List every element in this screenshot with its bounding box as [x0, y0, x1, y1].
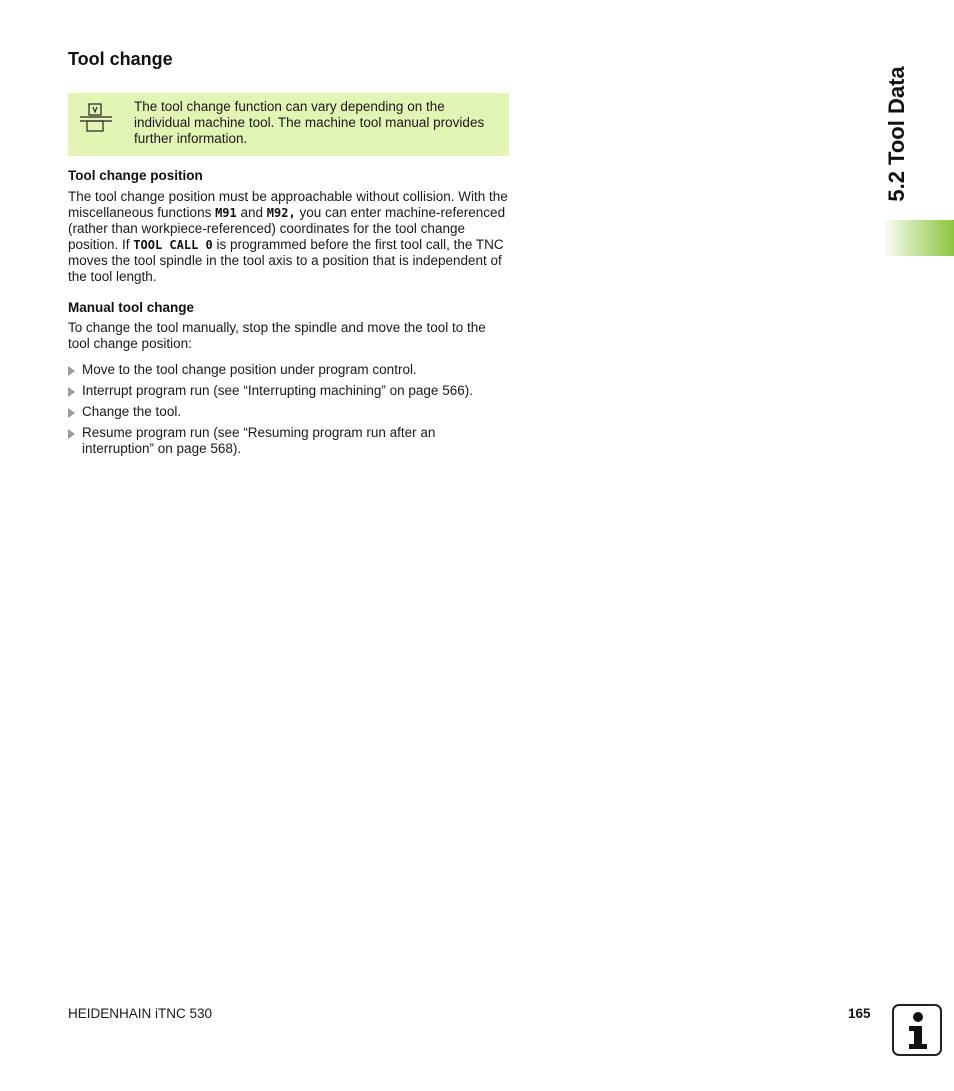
note-box — [68, 93, 509, 156]
list-item — [68, 425, 510, 457]
code-m92: M92, — [266, 206, 296, 220]
step-text: Move to the tool change position under program control. — [82, 362, 417, 377]
footer-product-name: HEIDENHAIN iTNC 530 — [68, 1006, 213, 1021]
info-icon[interactable] — [892, 1004, 942, 1056]
tool-change-position-paragraph — [68, 189, 510, 285]
triangle-right-icon — [68, 366, 75, 376]
step-list — [68, 362, 510, 462]
machine-tool-icon — [80, 103, 112, 133]
chapter-side-title: 5.2 Tool Data — [884, 66, 909, 202]
step-text: Change the tool. — [82, 404, 182, 419]
list-item — [68, 362, 510, 378]
list-item — [68, 383, 510, 399]
code-m91: M91 — [215, 206, 237, 220]
triangle-right-icon — [68, 429, 75, 439]
paragraph-text: and — [236, 205, 267, 220]
paragraph-text: you can enter machine-referenced (rather than workpiece-referenced) coordinates for the tool change position. If — [68, 205, 506, 252]
tool-change-position-heading: Tool change position — [68, 168, 203, 183]
paragraph-text: is programmed before the first tool call, the TNC moves the tool spindle in the tool axis to a position that is independent of the tool length. — [68, 237, 504, 284]
step-text: Interrupt program run (see “Interrupting machining” on page 566). — [82, 383, 473, 398]
page-number: 165 — [848, 1006, 871, 1021]
list-item — [68, 404, 510, 420]
paragraph-text: The tool change position must be approachable without collision. With the miscellaneous functions — [68, 189, 508, 220]
note-text: The tool change function can vary depending on the individual machine tool. The machine tool manual provides further information. — [134, 99, 485, 146]
triangle-right-icon — [68, 387, 75, 397]
section-title: Tool change — [68, 49, 173, 69]
code-tool-call: TOOL CALL 0 — [133, 238, 213, 252]
info-glyph — [894, 1006, 940, 1054]
manual-intro-paragraph: To change the tool manually, stop the spindle and move the tool to the tool change position: — [68, 320, 486, 351]
chapter-tab-marker — [882, 220, 954, 256]
step-text: Resume program run (see “Resuming program run after an interruption” on page 568). — [82, 425, 436, 456]
triangle-right-icon — [68, 408, 75, 418]
manual-tool-change-heading: Manual tool change — [68, 300, 195, 315]
